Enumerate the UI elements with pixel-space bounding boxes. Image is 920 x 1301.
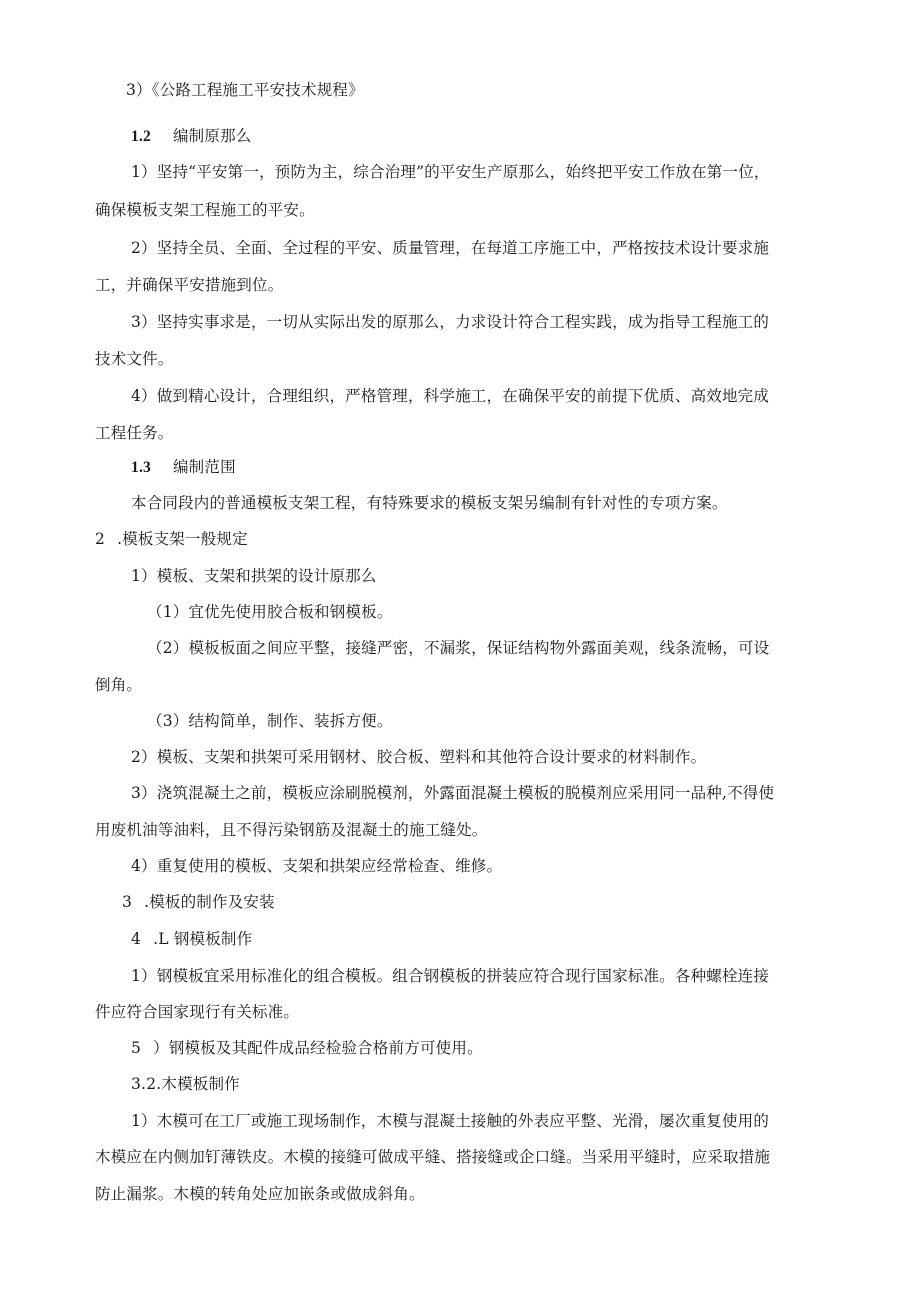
- paragraph-line: 3）坚持实事求是，一切从实际出发的原那么，力求设计符合工程实践，成为指导工程施工的: [131, 313, 770, 331]
- paragraph-line: 木模应在内侧加钉薄铁皮。木模的接缝可做成平缝、搭接缝或企口缝。当采用平缝时，应采取措施: [95, 1148, 771, 1166]
- heading-text: 编制原那么: [172, 127, 252, 145]
- item-number: 5: [131, 1039, 142, 1057]
- paragraph-line: 本合同段内的普通模板支架工程，有特殊要求的模板支架另编制有针对性的专项方案。: [131, 494, 728, 512]
- paragraph-line: 4）重复使用的模板、支架和拱架应经常检查、维修。: [131, 857, 503, 875]
- heading-text: .L 钢模板制作: [153, 930, 253, 948]
- heading-number: 1.2: [131, 128, 151, 145]
- paragraph-line: 1）木模可在工厂或施工现场制作，木模与混凝土接触的外表应平整、光滑，屡次重复使用的: [131, 1112, 770, 1130]
- heading-number: 2: [95, 530, 106, 548]
- paragraph-line: 技术文件。: [95, 350, 174, 368]
- section-heading-3-1: [131, 929, 252, 949]
- section-heading-3-2: [131, 1074, 240, 1094]
- paragraph-line: 3）浇筑混凝土之前，模板应涂刷脱模剂，外露面混凝土模板的脱模剂应采用同一品种,不得使: [131, 784, 775, 802]
- paragraph-line: 件应符合国家现行有关标准。: [95, 1003, 300, 1021]
- paragraph-line: 2）坚持全员、全面、全过程的平安、质量管理，在每道工序施工中，严格按技术设计要求施: [131, 239, 770, 257]
- heading-number: 1.3: [131, 459, 151, 476]
- paragraph-line: 工，并确保平安措施到位。: [95, 276, 284, 294]
- section-heading-1-2: [131, 126, 252, 147]
- section-heading-3: [122, 892, 275, 912]
- heading-number: 4: [131, 930, 142, 948]
- section-heading-2: [95, 529, 248, 549]
- paragraph-line: 工程任务。: [95, 424, 174, 442]
- paragraph-line: 防止漏浆。木模的转角处应加嵌条或做成斜角。: [95, 1185, 425, 1203]
- paragraph-line: （1）宜优先使用胶合板和钢模板。: [147, 603, 393, 621]
- heading-number: 3: [122, 893, 133, 911]
- paragraph-line: 4）做到精心设计，合理组织，严格管理，科学施工，在确保平安的前提下优质、高效地完成: [131, 387, 770, 405]
- paragraph-line: （3）结构简单，制作、装拆方便。: [147, 712, 393, 730]
- paragraph-line: 1）坚持“平安第一，预防为主，综合治理”的平安生产原那么，始终把平安工作放在第一位，: [131, 163, 770, 181]
- heading-text: .模板的制作及安装: [144, 893, 275, 911]
- paragraph-line: 确保模板支架工程施工的平安。: [95, 201, 315, 219]
- paragraph-line: 2）模板、支架和拱架可采用钢材、胶合板、塑料和其他符合设计要求的材料制作。: [131, 748, 707, 766]
- paragraph-line: 倒角。: [95, 676, 143, 694]
- heading-text: 编制范围: [172, 458, 236, 476]
- paragraph-line: （2）模板板面之间应平整，接缝严密，不漏浆，保证结构物外露面美观，线条流畅，可设: [147, 639, 770, 657]
- paragraph-line: [131, 1038, 483, 1058]
- heading-text: .模板支架一般规定: [117, 530, 248, 548]
- reference-item-3: 3）《公路工程施工平安技术规程》: [126, 81, 364, 99]
- section-heading-1-3: [131, 457, 236, 478]
- item-text: ）钢模板及其配件成品经检验合格前方可使用。: [153, 1039, 483, 1057]
- paragraph-line: 1）钢模板宜采用标准化的组合模板。组合钢模板的拼装应符合现行国家标准。各种螺栓连接: [131, 967, 770, 985]
- heading-text: 3.2.木模板制作: [131, 1075, 240, 1093]
- paragraph-line: 用废机油等油料，且不得污染钢筋及混凝土的施工缝处。: [95, 821, 488, 839]
- paragraph-line: 1）模板、支架和拱架的设计原那么: [131, 567, 377, 585]
